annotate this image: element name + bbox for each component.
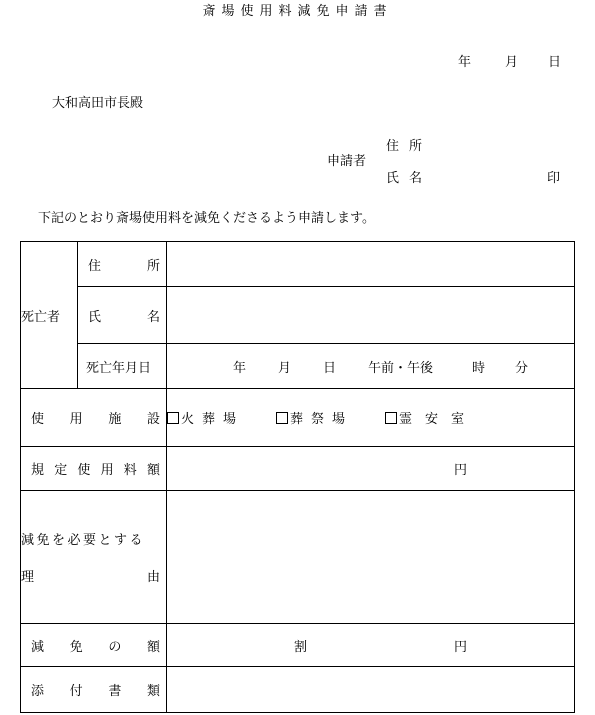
date-year-label: 年: [458, 55, 472, 70]
deceased-name-label: 氏 名: [88, 309, 160, 325]
deceased-address-label-cell: [78, 242, 167, 287]
fee-label: 規 定 使 用 料 額: [31, 463, 160, 478]
death-date-field[interactable]: [167, 344, 575, 389]
deceased-label: 死亡者: [21, 242, 78, 389]
hour-label: 時: [472, 360, 486, 376]
reason-label-line2: 理 由: [21, 570, 160, 585]
deceased-address-label: 住 所: [88, 258, 160, 274]
deceased-name-label-cell: [78, 287, 167, 344]
facility-option-mortuary[interactable]: [385, 408, 477, 427]
deceased-address-row: [21, 242, 575, 287]
fee-label-cell: [21, 447, 167, 491]
reduction-amount-unit: 円: [454, 639, 468, 655]
attachments-label-cell: [21, 667, 167, 713]
facility-options: [167, 389, 575, 447]
date-month-label: 月: [505, 55, 519, 70]
attachments-field[interactable]: [167, 667, 575, 713]
checkbox-icon[interactable]: [276, 412, 288, 424]
reduction-field[interactable]: [167, 624, 575, 667]
death-month-label: 月: [278, 360, 292, 376]
checkbox-icon[interactable]: [167, 412, 179, 424]
facility-label-cell: [21, 389, 167, 447]
addressee: 大和高田市長殿: [52, 96, 144, 111]
am-pm-label: 午前・午後: [368, 360, 434, 376]
application-form-table: [20, 241, 575, 713]
facility-option-label: 火葬場: [181, 412, 245, 427]
reduction-row: [21, 624, 575, 667]
fee-field[interactable]: [167, 447, 575, 491]
deceased-name-field[interactable]: [167, 287, 575, 344]
death-year-label: 年: [233, 360, 247, 376]
fee-unit-label: 円: [454, 463, 468, 478]
reason-field[interactable]: [167, 491, 575, 624]
reason-label-line1: 減免を必要とする: [21, 533, 146, 548]
reduction-rate-unit: 割: [294, 639, 308, 655]
minute-label: 分: [515, 360, 529, 376]
deceased-address-field[interactable]: [167, 242, 575, 287]
reduction-label-cell: [21, 624, 167, 667]
reason-label-cell: [21, 491, 167, 624]
death-date-label-cell: [78, 344, 167, 389]
form-title: 斎場使用料減免申請書: [202, 4, 393, 19]
applicant-label: 申請者: [327, 154, 367, 169]
facility-label: 使 用 施 設: [31, 412, 160, 427]
fee-row: [21, 447, 575, 491]
facility-row: [21, 389, 575, 447]
applicant-address-label: 住所: [386, 139, 433, 154]
applicant-name-label: 氏名: [386, 171, 433, 186]
deceased-name-row: [21, 287, 575, 344]
seal-mark: 印: [547, 171, 561, 186]
reason-row: [21, 491, 575, 624]
date-day-label: 日: [548, 55, 562, 70]
facility-option-label: 葬祭場: [290, 412, 354, 427]
attachments-row: [21, 667, 575, 713]
death-date-label: 死亡年月日: [86, 360, 152, 376]
facility-option-crematorium[interactable]: [167, 408, 244, 427]
intro-text: 下記のとおり斎場使用料を減免くださるよう申請します。: [38, 211, 375, 226]
checkbox-icon[interactable]: [385, 412, 397, 424]
death-date-row: [21, 344, 575, 389]
facility-option-label: 霊安室: [399, 412, 478, 427]
facility-option-funeral-hall[interactable]: [276, 408, 353, 427]
reduction-label: 減 免 の 額: [31, 639, 160, 655]
death-day-label: 日: [323, 360, 337, 376]
attachments-label: 添 付 書 類: [31, 684, 160, 699]
